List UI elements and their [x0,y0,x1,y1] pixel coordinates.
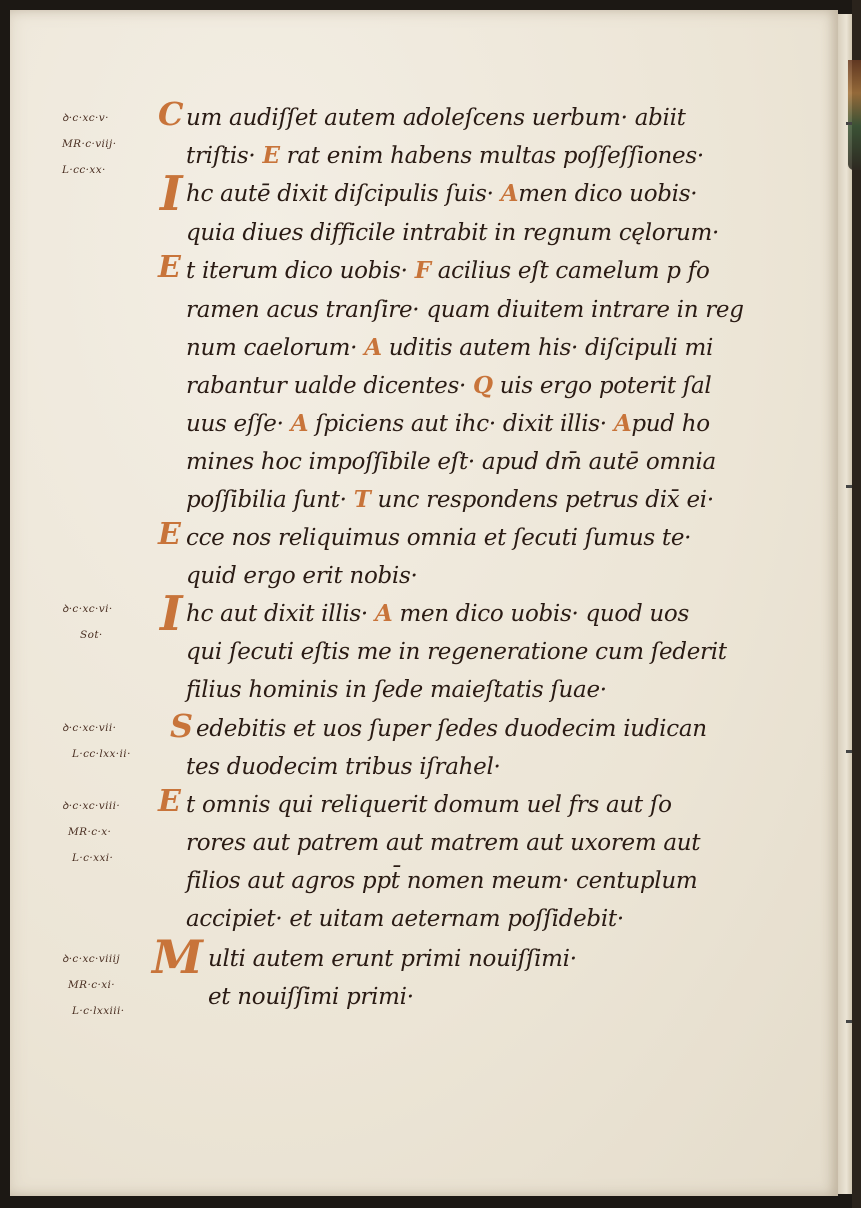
text-line: uus eſſe· A ſpiciens aut ihc· dixit illis· Apud ho [186,410,710,437]
margin-note-line: ꝺ·c·xc·v· [62,112,109,124]
rubric-initial: E [158,784,181,819]
text-line: accipiet· et uitam aeternam poſſidebit· [186,906,624,932]
text-line: t iterum dico uobis· F acilius eſt camelum p fo [186,257,710,284]
rubric-initial: E [158,250,181,285]
page-edge-strip [852,0,861,1208]
text-line: quia diues difficile intrabit in regnum cęlorum· [186,220,720,246]
text-line: mines hoc impoſſibile eſt· apud dm̄ autē omnia [186,449,716,475]
text-line: filios aut agros ppt̄ nomen meum· centuplum [186,868,698,894]
margin-note-line: MR·c·x· [68,826,112,838]
margin-note-canon [62,793,120,871]
text-line: hc autē dixit diſcipulis ſuis· Amen dico uobis· [186,180,698,207]
margin-note-line: L·c·lxxiii· [72,1005,125,1017]
text-line: cce nos reliquimus omnia et ſecuti ſumus te· [186,525,692,551]
rubric-initial: S [170,707,194,745]
text-line: rabantur ualde dicentes· Q uis ergo poterit ſal [186,372,712,399]
text-line: poſſibilia ſunt· T unc respondens petrus dix̄ ei· [186,486,714,513]
text-line: triſtis· E rat enim habens multas poſſeſſiones· [186,142,704,169]
margin-note-line: MR·c·viij· [62,138,117,150]
rubric-initial: M [152,930,203,984]
margin-note-line: L·cc·lxx·ii· [72,748,131,760]
margin-note-line: L·cc·xx· [62,164,106,176]
text-line: filius hominis in ſede maieſtatis ſuae· [186,677,607,703]
text-line: quid ergo erit nobis· [186,563,418,589]
margin-note-line: ꝺ·c·xc·vii· [62,722,117,734]
margin-note-line: ꝺ·c·xc·viiij [62,953,121,965]
margin-note-line: MR·c·xi· [68,979,116,991]
facing-page-edge [838,14,852,1194]
margin-note-canon [62,715,131,767]
edge-marker [846,1020,852,1023]
rubric-initial: I [160,166,183,222]
edge-marker [846,485,852,488]
text-line: edebitis et uos ſuper ſedes duodecim iudican [196,716,707,742]
text-line: rores aut patrem aut matrem aut uxorem aut [186,830,701,856]
edge-marker [846,122,852,125]
margin-note-line: Sot· [80,629,103,641]
margin-note-line: ꝺ·c·xc·vi· [62,603,113,615]
text-line: num caelorum· A uditis autem his· diſcipuli mi [186,334,714,361]
rubric-initial: C [158,95,184,133]
margin-note-line: ꝺ·c·xc·viii· [62,800,121,812]
margin-note-canon [62,105,116,183]
text-line: um audiſſet autem adoleſcens uerbum· abiit [186,105,686,131]
text-line: et nouiſſimi primi· [208,984,414,1010]
rubric-initial: E [158,517,181,552]
text-line: hc aut dixit illis· A men dico uobis· quod uos [186,600,689,627]
edge-marker [846,750,852,753]
facing-page-illumination [848,60,861,170]
text-line: qui ſecuti eſtis me in regeneratione cum ſederit [186,639,727,665]
text-line: tes duodecim tribus iſrahel· [186,754,501,780]
margin-note-line: L·c·xxi· [72,852,114,864]
margin-note-canon [62,596,113,648]
rubric-initial: I [160,586,183,642]
margin-note-canon [62,946,125,1024]
text-line: ramen acus tranſire· quam diuitem intrare in reg [186,297,744,323]
text-line: t omnis qui reliquerit domum uel frs aut ſo [186,792,672,818]
text-line: ulti autem erunt primi nouiſſimi· [208,946,577,972]
